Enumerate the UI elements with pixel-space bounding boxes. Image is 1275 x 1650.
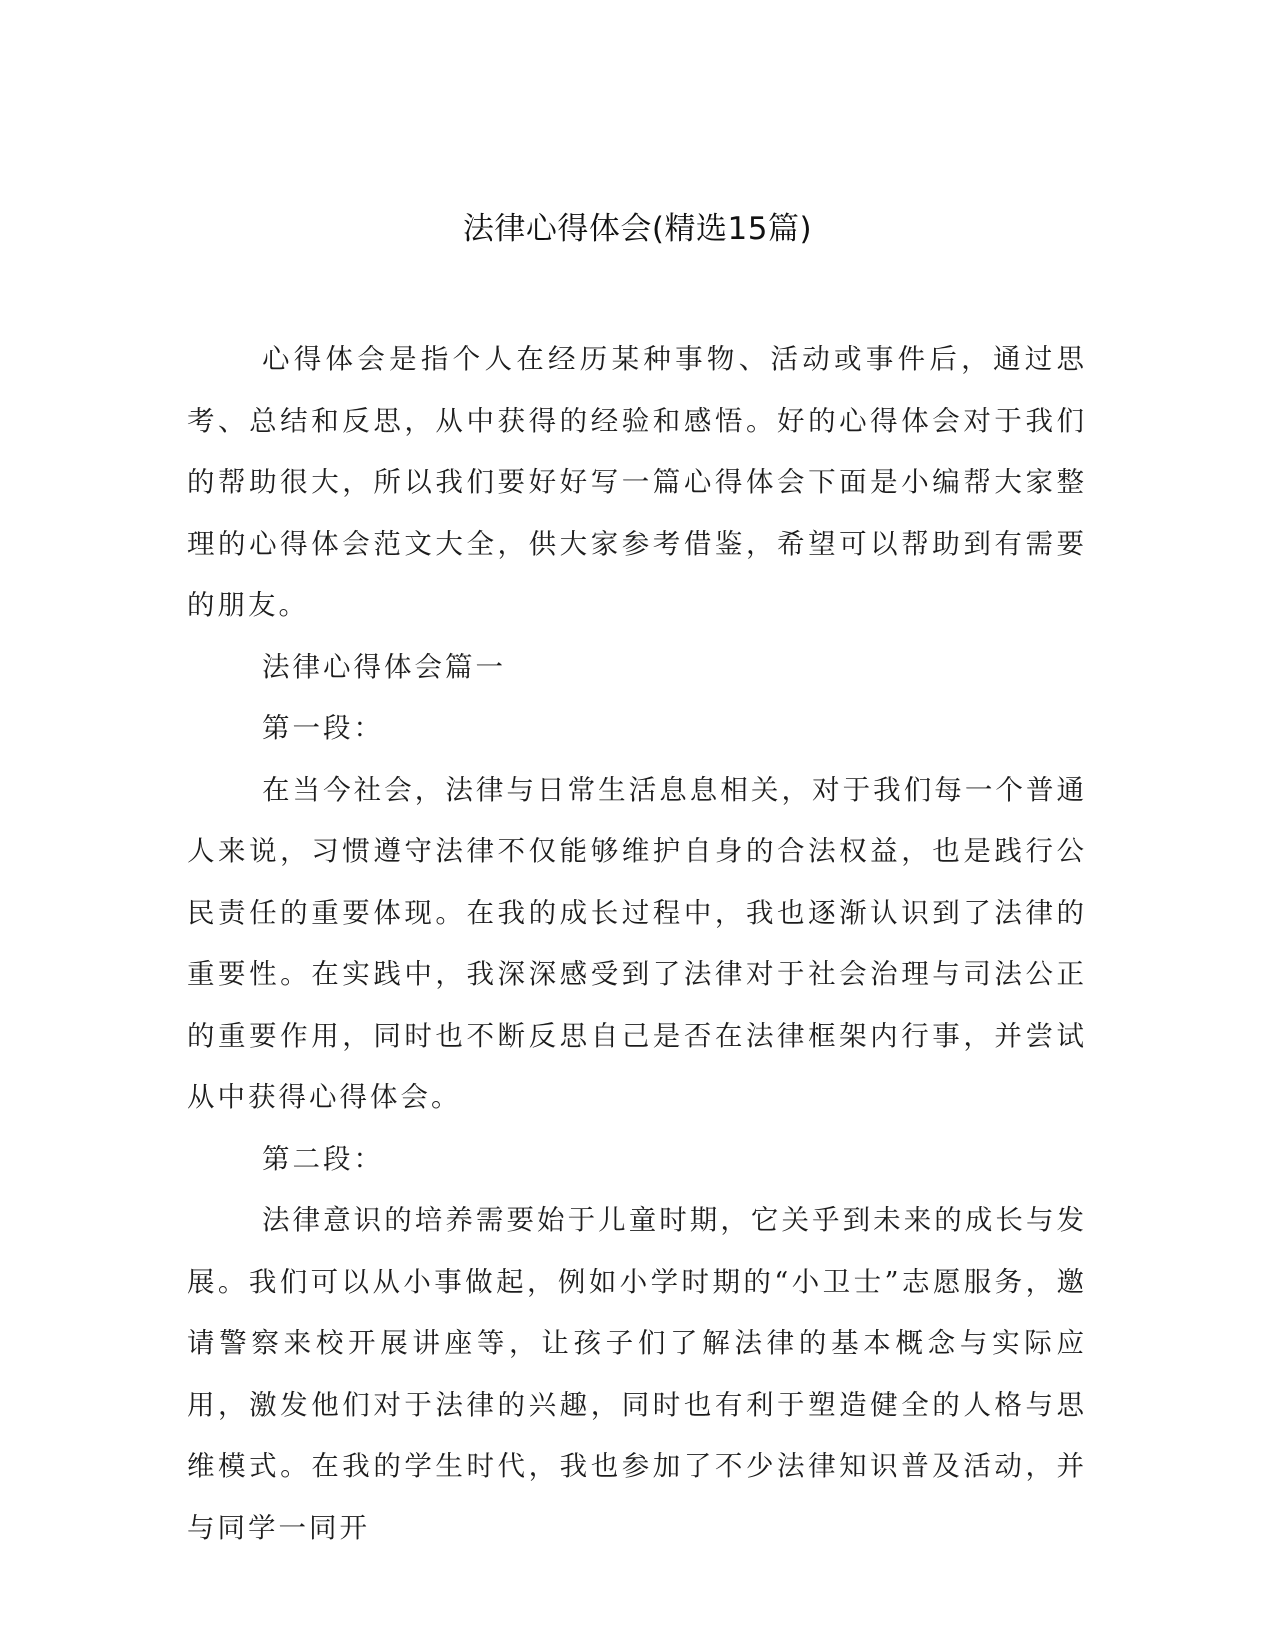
intro-paragraph: 心得体会是指个人在经历某种事物、活动或事件后，通过思考、总结和反思，从中获得的经验和感悟。好的心得体会对于我们的帮助很大，所以我们要好好写一篇心得体会下面是小编帮大家整理的心得体会范文大全，供大家参考借鉴，希望可以帮助到有需要的朋友。 <box>187 343 1087 621</box>
section-heading-1: 法律心得体会篇一 <box>262 650 506 683</box>
body-paragraph-1: 在当今社会，法律与日常生活息息相关，对于我们每一个普通人来说，习惯遵守法律不仅能够维护自身的合法权益，也是践行公民责任的重要体现。在我的成长过程中，我也逐渐认识到了法律的重要性。在实践中，我深深感受到了法律对于社会治理与司法公正的重要作用，同时也不断反思自己是否在法律框架内行事，并尝试从中获得心得体会。 <box>187 773 1087 1113</box>
document-body <box>187 329 1087 1559</box>
document-title: 法律心得体会(精选15篇) <box>462 211 813 247</box>
body-paragraph-2: 法律意识的培养需要始于儿童时期，它关乎到未来的成长与发展。我们可以从小事做起，例如小学时期的“小卫士”志愿服务，邀请警察来校开展讲座等，让孩子们了解法律的基本概念与实际应用，激发他们对于法律的兴趣，同时也有利于塑造健全的人格与思维模式。在我的学生时代，我也参加了不少法律知识普及活动，并与同学一同开 <box>187 1204 1087 1544</box>
subsection-label-2: 第二段： <box>262 1142 384 1175</box>
subsection-label-1: 第一段： <box>262 712 384 744</box>
